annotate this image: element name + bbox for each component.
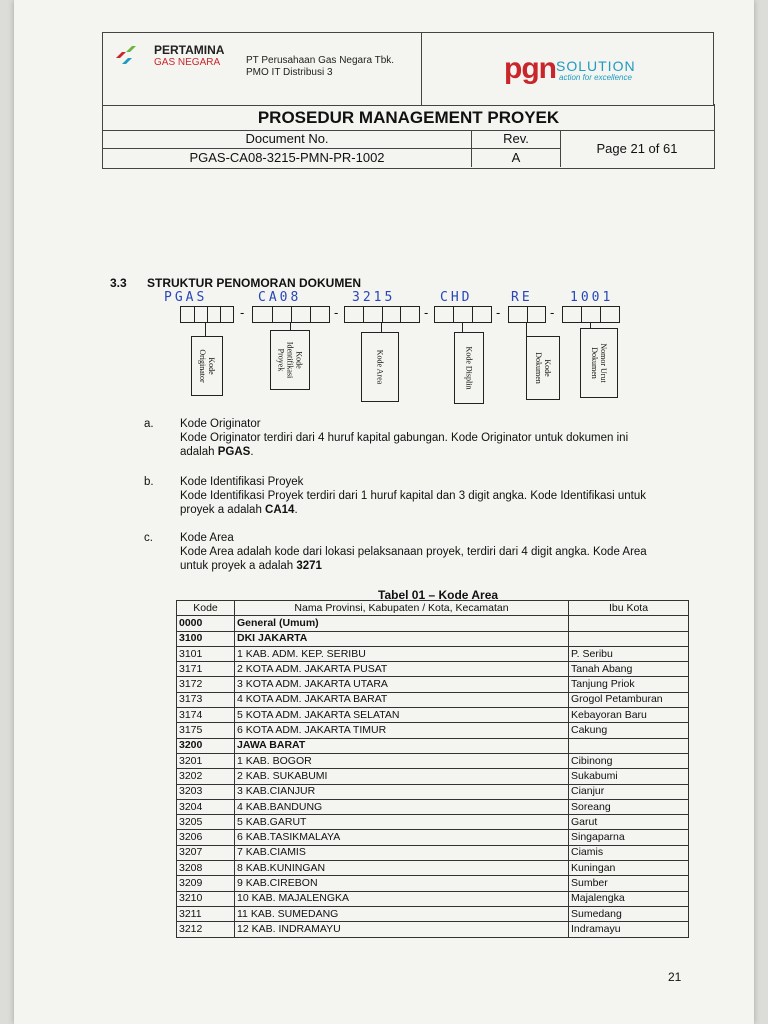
item-heading-b: Kode Identifikasi Proyek [180,476,304,488]
cell-ibu-kota: Grogol Petamburan [569,692,689,707]
document-page [14,0,754,1024]
cell-nama: 6 KAB.TASIKMALAYA [235,830,569,845]
cell-kode: 3207 [177,845,235,860]
table-row [177,616,689,631]
cell-ibu-kota: Indramayu [569,922,689,937]
separator-dash: - [424,305,429,320]
table-row [177,830,689,845]
column-header-ibu-kota: Ibu Kota [569,601,689,616]
table-row [177,631,689,646]
handwritten-code-5: RE [511,290,533,305]
cell-ibu-kota: Sukabumi [569,769,689,784]
cell-nama: 1 KAB. BOGOR [235,753,569,768]
column-header-kode: Kode [177,601,235,616]
handwritten-code-1: PGAS [164,290,208,305]
table-row [177,708,689,723]
cell-ibu-kota: Sumber [569,876,689,891]
code-box-originator [180,306,234,323]
pgn-solution-text: SOLUTION [556,58,636,74]
cell-kode: 3208 [177,861,235,876]
cell-nama: JAWA BARAT [235,738,569,753]
cell-ibu-kota: Cakung [569,723,689,738]
cell-kode: 3175 [177,723,235,738]
item-letter-a: a. [144,418,154,430]
company-line-2: PMO IT Distribusi 3 [246,67,333,78]
cell-ibu-kota: Soreang [569,799,689,814]
cell-ibu-kota: Tanjung Priok [569,677,689,692]
column-header-nama: Nama Provinsi, Kabupaten / Kota, Kecamatan [235,601,569,616]
item-letter-c: c. [144,532,153,544]
doc-no-label: Document No. [103,130,472,149]
cell-kode: 3206 [177,830,235,845]
code-box-area [344,306,420,323]
table-row [177,906,689,921]
cell-kode: 3171 [177,662,235,677]
rev-label: Rev. [472,130,561,149]
cell-kode: 3201 [177,753,235,768]
cell-kode: 3174 [177,708,235,723]
cell-nama: 6 KOTA ADM. JAKARTA TIMUR [235,723,569,738]
cell-nama: 4 KAB.BANDUNG [235,799,569,814]
label-kode-displin: Kode Displin [454,332,484,404]
cell-ibu-kota: Cianjur [569,784,689,799]
table-row [177,723,689,738]
cell-nama: 2 KAB. SUKABUMI [235,769,569,784]
cell-kode: 3101 [177,646,235,661]
cell-nama: General (Umum) [235,616,569,631]
cell-ibu-kota [569,616,689,631]
doc-no-value: PGAS-CA08-3215-PMN-PR-1002 [103,149,472,167]
cell-ibu-kota: Cibinong [569,753,689,768]
table-row [177,692,689,707]
cell-kode: 3172 [177,677,235,692]
cell-nama: 10 KAB. MAJALENGKA [235,891,569,906]
label-kode-identifikasi-proyek: Kode Identifikasi Proyek [270,330,310,390]
handwritten-code-4: CHD [440,290,473,305]
table-row [177,738,689,753]
table-row [177,922,689,937]
separator-dash: - [334,305,339,320]
table-row [177,799,689,814]
cell-ibu-kota: Sumedang [569,906,689,921]
connector-line [381,322,382,332]
item-text-b: Kode Identifikasi Proyek terdiri dari 1 huruf kapital dan 3 digit angka. Kode Identifikasi untuk [180,490,647,502]
code-box-document [508,306,546,323]
kode-area-table [176,600,689,938]
connector-line [526,322,527,336]
connector-line [290,322,291,330]
cell-ibu-kota [569,631,689,646]
cell-nama: 4 KOTA ADM. JAKARTA BARAT [235,692,569,707]
cell-ibu-kota: Singaparna [569,830,689,845]
cell-nama: 5 KAB.GARUT [235,815,569,830]
table-row [177,769,689,784]
code-box-project [252,306,330,323]
document-title: PROSEDUR MANAGEMENT PROYEK [102,104,715,131]
page-number: 21 [668,970,682,984]
cell-ibu-kota: P. Seribu [569,646,689,661]
cell-ibu-kota [569,738,689,753]
cell-ibu-kota: Tanah Abang [569,662,689,677]
cell-nama: 1 KAB. ADM. KEP. SERIBU [235,646,569,661]
item-heading-c: Kode Area [180,532,234,544]
cell-kode: 3205 [177,815,235,830]
cell-ibu-kota: Garut [569,815,689,830]
separator-dash: - [496,305,501,320]
item-text-b-line2: proyek a adalah CA14. [180,504,298,516]
item-text-c-line2: untuk proyek a adalah 3271 [180,560,322,572]
cell-kode: 3202 [177,769,235,784]
section-number: 3.3 [110,276,127,290]
table-row [177,845,689,860]
handwritten-code-3: 3215 [352,290,396,305]
table-row [177,815,689,830]
cell-nama: 11 KAB. SUMEDANG [235,906,569,921]
cell-nama: DKI JAKARTA [235,631,569,646]
cell-kode: 3100 [177,631,235,646]
cell-kode: 0000 [177,616,235,631]
item-letter-b: b. [144,476,154,488]
label-nomor-urut-dokumen: Nomor Urut Dokumen [580,328,618,398]
item-text-a: Kode Originator terdiri dari 4 huruf kapital gabungan. Kode Originator untuk dokumen ini [180,432,629,444]
handwritten-code-2: CA08 [258,290,302,305]
connector-line [462,322,463,332]
cell-nama: 3 KAB.CIANJUR [235,784,569,799]
table-row [177,891,689,906]
cell-nama: 5 KOTA ADM. JAKARTA SELATAN [235,708,569,723]
table-row [177,662,689,677]
cell-nama: 9 KAB.CIREBON [235,876,569,891]
cell-kode: 3211 [177,906,235,921]
cell-kode: 3212 [177,922,235,937]
connector-line [205,322,206,336]
page-info: Page 21 of 61 [596,141,678,156]
cell-nama: 7 KAB.CIAMIS [235,845,569,860]
item-text-c: Kode Area adalah kode dari lokasi pelaksanaan proyek, terdiri dari 4 digit angka. Kode Area [180,546,647,558]
label-kode-originator: Kode Originator [191,336,223,396]
cell-ibu-kota: Ciamis [569,845,689,860]
pertamina-logo-icon [114,44,140,66]
item-heading-a: Kode Originator [180,418,261,430]
cell-kode: 3209 [177,876,235,891]
company-line-1: PT Perusahaan Gas Negara Tbk. [246,55,395,66]
table-row [177,861,689,876]
doc-info-row [102,130,715,169]
cell-kode: 3173 [177,692,235,707]
separator-dash: - [550,305,555,320]
pgn-logo: pgn [504,52,556,85]
table-row [177,876,689,891]
cell-nama: 2 KOTA ADM. JAKARTA PUSAT [235,662,569,677]
table-row [177,646,689,661]
rev-value: A [472,149,561,167]
code-box-sequence [562,306,620,323]
cell-ibu-kota: Majalengka [569,891,689,906]
pgn-tagline: action for excellence [559,73,632,82]
section-title: STRUKTUR PENOMORAN DOKUMEN [147,276,361,290]
cell-kode: 3204 [177,799,235,814]
cell-kode: 3203 [177,784,235,799]
table-header-row [177,601,689,616]
item-text-a-line2: adalah PGAS. [180,446,254,458]
code-box-discipline [434,306,492,323]
cell-ibu-kota: Kuningan [569,861,689,876]
brand-name: PERTAMINA [154,43,225,57]
label-kode-area: Kode Area [361,332,399,402]
separator-dash: - [240,305,245,320]
cell-nama: 12 KAB. INDRAMAYU [235,922,569,937]
cell-kode: 3200 [177,738,235,753]
table-row [177,753,689,768]
table-row [177,784,689,799]
cell-nama: 3 KOTA ADM. JAKARTA UTARA [235,677,569,692]
cell-ibu-kota: Kebayoran Baru [569,708,689,723]
brand-subname: GAS NEGARA [154,57,221,68]
table-row [177,677,689,692]
table-title: Tabel 01 – Kode Area [378,588,499,602]
handwritten-code-6: 1001 [570,290,614,305]
cell-kode: 3210 [177,891,235,906]
label-kode-dokumen: Kode Dokumen [526,336,560,400]
cell-nama: 8 KAB.KUNINGAN [235,861,569,876]
